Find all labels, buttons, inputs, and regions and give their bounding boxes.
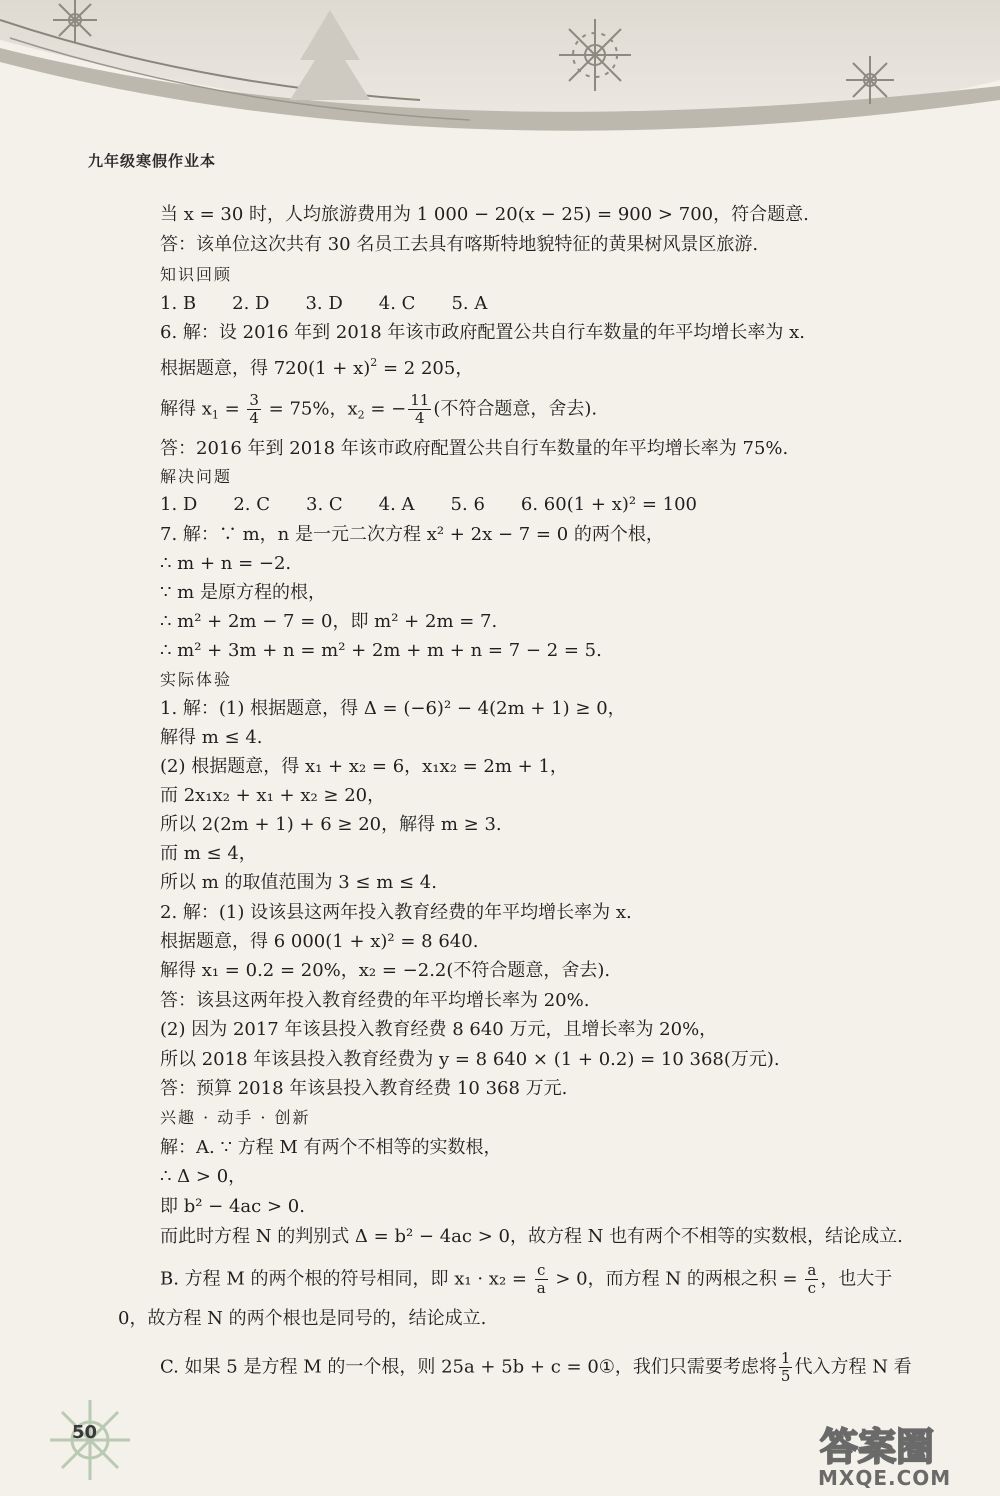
text-line: 根据题意，得 $720(1 + x)^2 = 2$ 205， [160, 356, 474, 379]
text-line: C. 如果 5 是方程 M 的一个根，则 25a + 5b + c = 0①，我们只需要考虑将 $\frac{1}{5}$ 代入方程 N 看 [160, 1349, 912, 1385]
snowflake-icon [559, 19, 631, 91]
watermark-logo-text: 答案圈 [820, 1425, 935, 1469]
text-line: 解得 x₁ = 0.2 = 20%，x₂ = −2.2(不符合题意，舍去). [160, 960, 611, 981]
section-heading: 实际体验 [160, 670, 233, 689]
watermark-site: MXQE.COM [818, 1466, 952, 1490]
text-line: 即 b² − 4ac > 0. [160, 1196, 305, 1217]
text-line: (2) 根据题意，得 x₁ + x₂ = 6，x₁x₂ = 2m + 1， [160, 756, 568, 777]
text-line: 1. B 2. D 3. D 4. C 5. A [160, 293, 488, 314]
text-line: 根据题意，得 6 000(1 + x)² = 8 640. [160, 931, 479, 952]
text-line: 2. 解：(1) 设该县这两年投入教育经费的年平均增长率为 x. [160, 902, 632, 923]
text-line: 答：该县这两年投入教育经费的年平均增长率为 20%. [160, 990, 590, 1011]
fraction: $\frac{1}{5}$ [780, 1349, 791, 1385]
text-line: 所以 2018 年该县投入教育经费为 y = 8 640 × (1 + 0.2) = 10 368(万元). [160, 1049, 780, 1070]
fraction: $\frac{c}{a}$ [536, 1261, 546, 1297]
text-line: 而此时方程 N 的判别式 Δ = b² − 4ac > 0，故方程 N 也有两个不相等的实数根，结论成立. [160, 1226, 903, 1247]
section-heading: 知识回顾 [160, 265, 233, 284]
header-decoration [0, 0, 1000, 150]
book-title: 九年级寒假作业本 [88, 152, 217, 170]
text-line: 1. 解：(1) 根据题意，得 Δ = (−6)² − 4(2m + 1) ≥ 0， [160, 698, 626, 719]
page-number: 50 [72, 1422, 98, 1443]
text-line: 解得 $x_1$ = $\frac{3}{4}$ = 75%，$x_2$ = − $\frac{11}{4}$ (不符合题意，舍去). [160, 391, 598, 427]
text-line: 所以 2(2m + 1) + 6 ≥ 20，解得 m ≥ 3. [160, 814, 502, 835]
text-line: 答：该单位这次共有 30 名员工去具有喀斯特地貌特征的黄果树风景区旅游. [160, 234, 759, 255]
text-line: 当 x = 30 时，人均旅游费用为 1 000 − 20(x − 25) = 900 > 700，符合题意. [160, 204, 809, 225]
text-line: 答：预算 2018 年该县投入教育经费 10 368 万元. [160, 1078, 568, 1099]
text-line: (2) 因为 2017 年该县投入教育经费 8 640 万元，且增长率为 20%， [160, 1019, 718, 1040]
text-line: B. 方程 M 的两个根的符号相同，即 x₁ · x₂ = $\frac{c}{a}$ > 0，而方程 N 的两根之积 = $\frac{a}{c}$ ，也大于 [160, 1261, 893, 1297]
text-line: 所以 m 的取值范围为 3 ≤ m ≤ 4. [160, 872, 437, 893]
text-line: 1. D 2. C 3. C 4. A 5. 6 6. 60(1 + x)² = 100 [160, 494, 697, 515]
text-line: ∴ m + n = −2. [160, 553, 292, 574]
snowflake-icon [846, 56, 894, 104]
text-line: 而 m ≤ 4， [160, 843, 257, 864]
text-line: 6. 解：设 2016 年到 2018 年该市政府配置公共自行车数量的年平均增长率为 x. [160, 322, 805, 343]
text-line: 0，故方程 N 的两个根也是同号的，结论成立. [118, 1308, 487, 1329]
fraction: $\frac{3}{4}$ [249, 391, 259, 427]
text-line: ∴ m² + 3m + n = m² + 2m + m + n = 7 − 2 = 5. [160, 640, 602, 661]
fraction: $\frac{a}{c}$ [807, 1261, 817, 1297]
text-line: 解得 m ≤ 4. [160, 727, 263, 748]
text-line: ∵ m 是原方程的根， [160, 582, 326, 603]
text-line: 7. 解：∵ m，n 是一元二次方程 x² + 2x − 7 = 0 的两个根， [160, 524, 664, 545]
section-heading: 兴趣 · 动手 · 创新 [160, 1108, 311, 1127]
text-line: ∴ m² + 2m − 7 = 0，即 m² + 2m = 7. [160, 611, 498, 632]
text-line: 答：2016 年到 2018 年该市政府配置公共自行车数量的年平均增长率为 75%. [160, 438, 789, 459]
text-line: 解：A. ∵ 方程 M 有两个不相等的实数根， [160, 1137, 502, 1158]
section-heading: 解决问题 [160, 467, 233, 486]
text-line: 而 2x₁x₂ + x₁ + x₂ ≥ 20， [160, 785, 386, 806]
text-line: ∴ Δ > 0， [160, 1166, 247, 1187]
fraction: $\frac{11}{4}$ [410, 391, 430, 427]
